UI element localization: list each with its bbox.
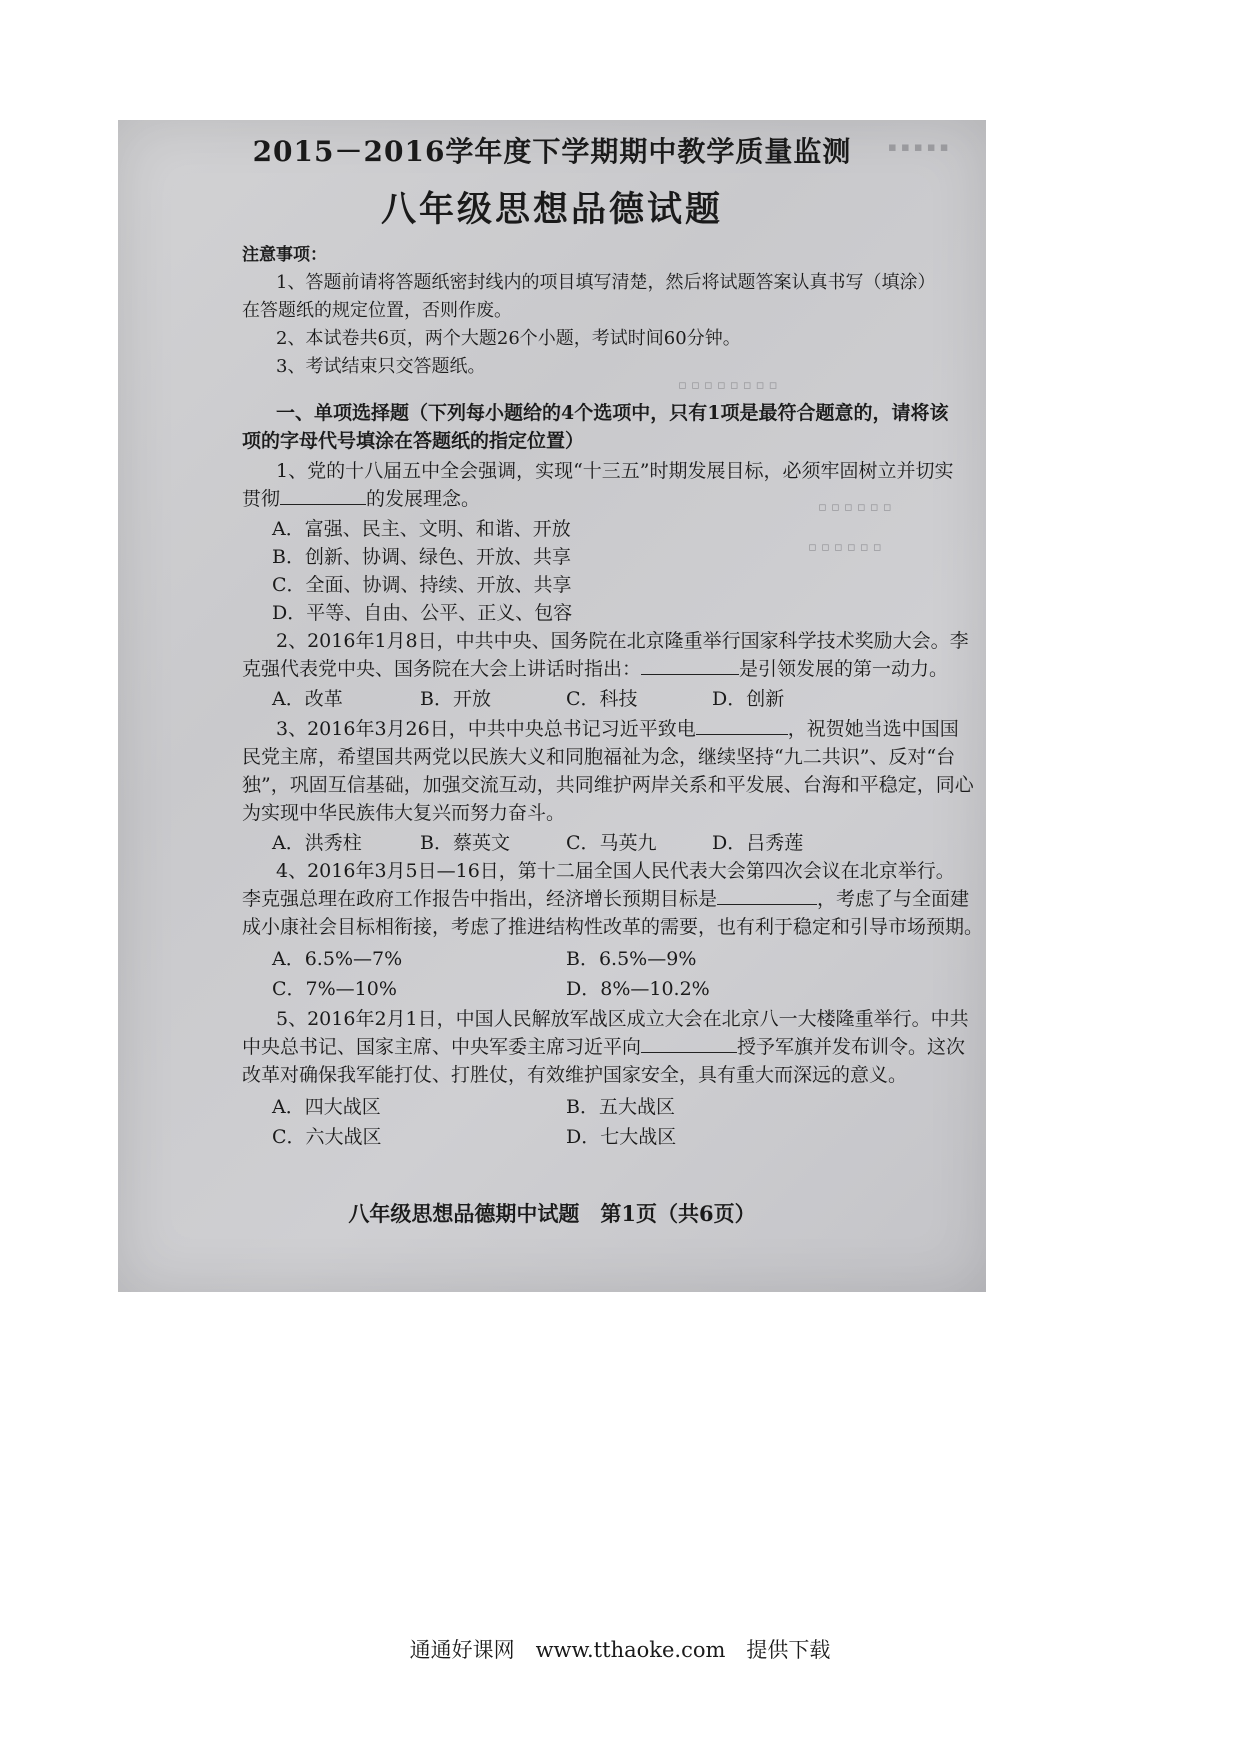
question-2-text-b: 是引领发展的第一动力。 <box>739 658 949 680</box>
bleed-through-mark: ▫ ▫ ▫ ▫ ▫ ▫ <box>818 500 892 515</box>
q4-option-a: A．6.5%—7% <box>272 948 403 970</box>
question-4-text-b: ，考虑了与全面建 <box>817 888 970 910</box>
notice-item-1: 1、答题前请将答题纸密封线内的项目填写清楚，然后将试题答案认真书写（填涂） <box>276 272 936 293</box>
question-5-text-b: 授予军旗并发布训令。这次 <box>737 1036 966 1058</box>
q1-option-b: B．创新、协调、绿色、开放、共享 <box>272 546 571 568</box>
question-3-line-4: 为实现中华民族伟大复兴而努力奋斗。 <box>242 802 566 824</box>
q3-option-c: C．马英九 <box>566 832 657 854</box>
q2-option-d: D．创新 <box>712 688 785 710</box>
q1-option-d: D．平等、自由、公平、正义、包容 <box>272 602 573 624</box>
q1-option-a: A．富强、民主、文明、和谐、开放 <box>272 518 571 540</box>
q2-option-b: B．开放 <box>420 688 491 710</box>
exam-page <box>118 120 986 1292</box>
bleed-through-mark: ▪ ▪ ▪ ▪ ▪ <box>888 140 949 155</box>
question-1-text-a: 贯彻 <box>242 488 281 510</box>
question-5: 5、2016年2月1日，中国人民解放军战区成立大会在北京八一大楼隆重举行。中共 <box>276 1008 969 1030</box>
q2-option-c: C．科技 <box>566 688 638 710</box>
answer-blank <box>641 656 739 675</box>
question-4-line-3: 成小康社会目标相衔接，考虑了推进结构性改革的需要，也有利于稳定和引导市场预期。 <box>242 916 984 938</box>
q3-option-a: A．洪秀柱 <box>272 832 362 854</box>
question-5-text-a: 中央总书记、国家主席、中央军委主席习近平向 <box>242 1036 642 1058</box>
question-3-line-3: 独”，巩固互信基础，加强交流互动，共同维护两岸关系和平发展、台海和平稳定，同心 <box>242 774 974 796</box>
question-3-text-b: ，祝贺她当选中国国 <box>787 718 959 740</box>
q5-option-b: B．五大战区 <box>566 1096 675 1118</box>
answer-blank <box>641 1034 737 1053</box>
q5-option-d: D．七大战区 <box>566 1126 677 1148</box>
question-2-cont <box>242 656 948 682</box>
q1-option-c: C．全面、协调、持续、开放、共享 <box>272 574 572 596</box>
question-2-text-a: 克强代表党中央、国务院在大会上讲话时指出： <box>242 658 642 680</box>
download-credit: 通通好课网 www.tthaoke.com 提供下载 <box>409 1638 831 1662</box>
q5-option-c: C．六大战区 <box>272 1126 382 1148</box>
bleed-through-mark: ▫ ▫ ▫ ▫ ▫ ▫ ▫ ▫ <box>678 378 778 393</box>
question-4-text-a: 李克强总理在政府工作报告中指出，经济增长预期目标是 <box>242 888 718 910</box>
question-1-cont <box>242 486 480 512</box>
answer-blank <box>696 716 788 735</box>
bleed-through-mark: ▫ ▫ ▫ ▫ ▫ ▫ <box>808 540 882 555</box>
answer-blank <box>717 886 817 905</box>
q4-option-c: C．7%—10% <box>272 978 397 1000</box>
answer-blank <box>280 486 366 505</box>
notice-item-1-cont: 在答题纸的规定位置，否则作废。 <box>242 300 512 321</box>
notice-heading: 注意事项： <box>242 245 327 265</box>
notice-item-2: 2、本试卷共6页，两个大题26个小题，考试时间60分钟。 <box>276 328 741 349</box>
section-heading-cont: 项的字母代号填涂在答题纸的指定位置） <box>242 430 585 452</box>
question-1-text-b: 的发展理念。 <box>366 488 481 510</box>
q2-option-a: A．改革 <box>272 688 343 710</box>
section-heading: 一、单项选择题（下列每小题给的4个选项中，只有1项是最符合题意的，请将该 <box>276 402 949 424</box>
q4-option-d: D．8%—10.2% <box>566 978 710 1000</box>
question-2: 2、2016年1月8日，中共中央、国务院在北京隆重举行国家科学技术奖励大会。李 <box>276 630 969 652</box>
q4-option-b: B．6.5%—9% <box>566 948 697 970</box>
exam-title: 2015－2016学年度下学期期中教学质量监测 <box>252 135 852 168</box>
question-4-cont <box>242 886 969 912</box>
q3-option-b: B．蔡英文 <box>420 832 510 854</box>
question-4: 4、2016年3月5日—16日，第十二届全国人民代表大会第四次会议在北京举行。 <box>276 860 955 882</box>
question-5-cont <box>242 1034 965 1060</box>
q3-option-d: D．吕秀莲 <box>712 832 804 854</box>
question-3-line-2: 民党主席，希望国共两党以民族大义和同胞福祉为念，继续坚持“九二共识”、反对“台 <box>242 746 956 768</box>
question-3-text-a: 3、2016年3月26日，中共中央总书记习近平致电 <box>276 718 696 740</box>
question-3 <box>276 716 959 742</box>
notice-item-3: 3、考试结束只交答题纸。 <box>276 356 486 377</box>
exam-subject: 八年级思想品德试题 <box>380 189 723 230</box>
q5-option-a: A．四大战区 <box>272 1096 381 1118</box>
question-1: 1、党的十八届五中全会强调，实现“十三五”时期发展目标，必须牢固树立并切实 <box>276 460 954 482</box>
question-5-line-3: 改革对确保我军能打仗、打胜仗，有效维护国家安全，具有重大而深远的意义。 <box>242 1064 908 1086</box>
page-footer: 八年级思想品德期中试题 第1页（共6页） <box>348 1201 756 1226</box>
